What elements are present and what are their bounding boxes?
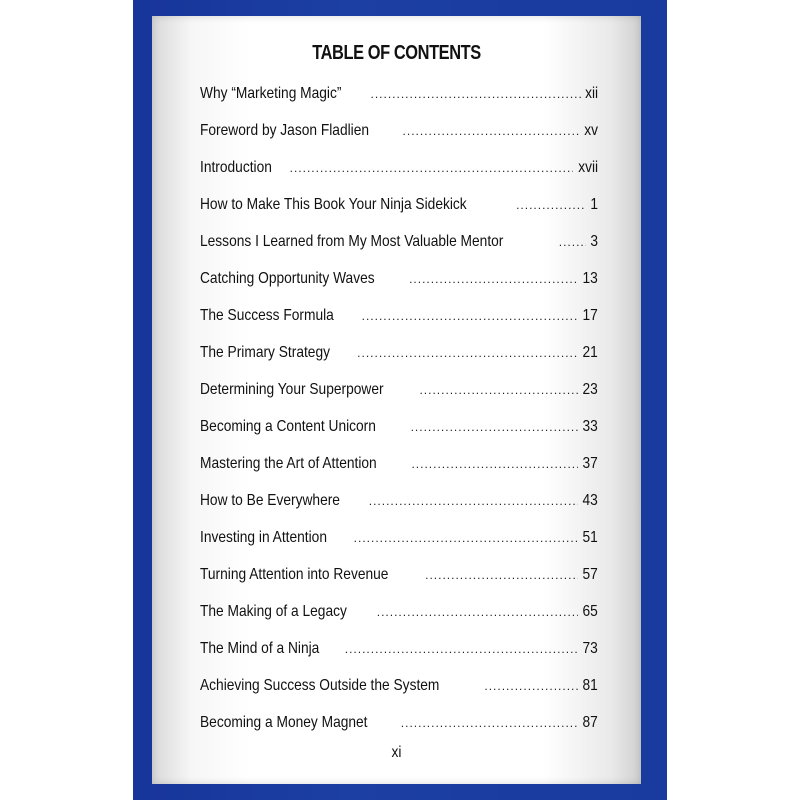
toc-entry [200,484,598,521]
dot-leader [411,447,578,481]
table-of-contents [200,77,598,743]
toc-entry-title: Why “Marketing Magic” [200,85,342,102]
dot-leader [370,77,580,111]
toc-entry-page: 17 [582,307,598,324]
toc-entry-title: How to Be Everywhere [200,492,340,509]
toc-entry [200,299,598,336]
toc-entry-title: Becoming a Content Unicorn [200,418,376,435]
toc-entry-title: Investing in Attention [200,529,327,546]
toc-entry-title: The Making of a Legacy [200,603,347,620]
page-title: TABLE OF CONTENTS [312,42,481,64]
dot-leader [354,521,579,555]
dot-leader [401,706,578,740]
toc-entry-title: Determining Your Superpower [200,381,384,398]
toc-entry-page: 65 [582,603,598,620]
toc-entry [200,558,598,595]
toc-entry-page: xv [584,122,598,139]
toc-entry [200,188,598,225]
dot-leader [484,669,578,703]
toc-entry-page: 51 [582,529,598,546]
toc-entry-title: Turning Attention into Revenue [200,566,389,583]
toc-entry-page: 37 [582,455,598,472]
toc-entry-title: The Success Formula [200,307,334,324]
dot-leader [411,410,579,444]
toc-entry-page: 81 [582,677,598,694]
toc-entry-title: The Mind of a Ninja [200,640,320,657]
page-number: xi [391,744,402,761]
dot-leader [345,632,578,666]
toc-entry [200,410,598,447]
toc-entry-title: Catching Opportunity Waves [200,270,375,287]
toc-entry-page: 13 [582,270,598,287]
dot-leader [419,373,578,407]
toc-entry-page: 3 [590,233,598,250]
toc-entry [200,151,598,188]
toc-entry [200,114,598,151]
toc-entry-page: 33 [582,418,598,435]
toc-entry [200,225,598,262]
toc-entry-title: Introduction [200,159,272,176]
toc-entry-page: 21 [582,344,598,361]
toc-entry [200,706,598,743]
toc-entry [200,373,598,410]
toc-entry-title: Achieving Success Outside the System [200,677,440,694]
toc-entry-page: 57 [582,566,598,583]
toc-entry [200,632,598,669]
dot-leader [362,299,579,333]
toc-entry [200,77,598,114]
toc-entry [200,669,598,706]
dot-leader [425,558,578,592]
dot-leader [516,188,586,222]
dot-leader [403,114,580,148]
toc-entry-title: Mastering the Art of Attention [200,455,377,472]
dot-leader [290,151,573,185]
toc-entry-title: Becoming a Money Magnet [200,714,368,731]
toc-entry-title: Foreword by Jason Fladlien [200,122,370,139]
toc-entry-page: xii [585,85,598,102]
toc-entry-page: 73 [582,640,598,657]
dot-leader [357,336,578,370]
toc-entry [200,447,598,484]
toc-entry-page: 43 [582,492,598,509]
toc-entry-page: 1 [590,196,598,213]
toc-entry [200,336,598,373]
toc-entry-page: xvii [578,159,598,176]
toc-entry [200,262,598,299]
toc-entry-title: Lessons I Learned from My Most Valuable Mentor [200,233,504,250]
dot-leader [409,262,578,296]
toc-entry-page: 23 [582,381,598,398]
toc-entry-title: How to Make This Book Your Ninja Sidekick [200,196,467,213]
dot-leader [377,595,578,629]
toc-entry-page: 87 [582,714,598,731]
toc-entry [200,521,598,558]
toc-entry-title: The Primary Strategy [200,344,330,361]
dot-leader [559,225,586,259]
dot-leader [369,484,578,518]
toc-entry [200,595,598,632]
